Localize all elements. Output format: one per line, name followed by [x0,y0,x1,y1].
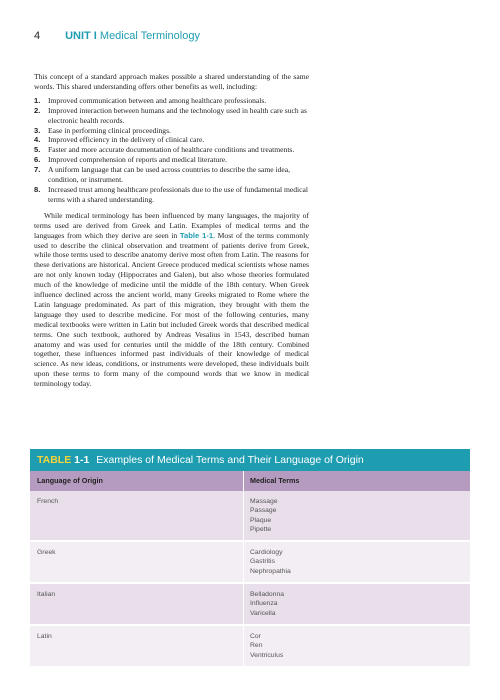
benefit-number: 4. [34,135,41,145]
terms-cell [244,542,470,582]
benefit-number: 6. [34,155,41,165]
benefit-text: A uniform language that can be used across countries to describe the same idea, condition, or instrument. [48,165,291,185]
unit-label: UNIT I [65,30,97,42]
medical-term: Cor [250,632,261,640]
medical-term: Ren [250,642,263,650]
benefit-item [34,145,309,155]
benefit-text: Ease in performing clinical proceedings. [48,125,171,135]
origin-text-start: While medical terminology has been influenced by many languages, the majority of terms used are derived from Greek and Latin. Examples of medical terms and the languages from which they derive are seen in [34,210,309,240]
benefit-number: 1. [34,95,41,105]
table-title-bar [30,449,470,471]
language-cell: Greek [30,542,244,582]
table-number: 1-1 [74,454,90,466]
benefit-item [34,165,309,185]
origin-text-end: . Most of the terms commonly used to describe the clinical observation and treatment of patients derive from Greek, while those terms used to describe anatomy derive most often from Latin. The reasons for these derivations are historical. Ancient Greece produced medical scientists whose names are not only known today (Hippocrates and Galen), but also whose theories formulated much of the knowledge of medicine until the middle of the 18th century. When Greek influence declined across the ancient world, many Greeks migrated to Rome where the Latin language predominated. As part of this migration, they brought with them the language they used to describe medicine. For most of the following centuries, many medical textbooks were written in Latin but included Greek words that described medical terms. One such textbook, authored by Andreas Vesalius in 1543, described human anatomy and was used for centuries until the middle of the 18th century. Combined together, these influences informed past individuals of their knowledge of medical science. As new ideas, conditions, or instruments were developed, these individuals built upon these terms to form many of the compound words that we know in medical terminology today. [34,230,309,389]
medical-term: Belladonna [250,591,285,599]
benefit-item [34,126,309,136]
origin-paragraph [34,211,309,389]
medical-term: Influenza [250,600,278,608]
terms-cell [244,584,470,624]
benefit-number: 5. [34,145,41,155]
benefits-list [34,96,309,205]
medical-term: Varicella [250,609,276,617]
language-cell: French [30,491,244,540]
medical-term: Gastritis [250,558,275,566]
table-label: TABLE [37,454,72,466]
benefit-item [34,155,309,165]
intro-paragraph: This concept of a standard approach makes possible a shared understanding of the same words. This shared understanding offers other benefits as well, including: [34,72,309,91]
column-header-terms: Medical Terms [250,476,300,485]
page-header [34,30,200,42]
benefit-text: Increased trust among healthcare professionals due to the use of fundamental medical terms with a shared understanding. [48,184,308,204]
benefit-text: Improved interaction between humans and the technology used in health care such as electronic health records. [48,105,307,125]
medical-term: Nephropathia [250,567,291,575]
benefit-text: Improved comprehension of reports and medical literature. [48,155,228,165]
benefit-number: 2. [34,105,41,115]
benefit-item [34,96,309,106]
benefit-text: Faster and more accurate documentation of healthcare conditions and treatments. [48,145,295,155]
table-header-row [30,471,470,491]
language-cell: Latin [30,626,244,666]
terms-cell [244,491,470,540]
benefit-item [34,135,309,145]
table-row [30,542,470,584]
table-row [30,491,470,542]
body-text [34,72,309,389]
benefit-text: Improved communication between and among healthcare professionals. [48,95,267,105]
table-reference-link[interactable]: Table 1-1 [179,230,214,240]
medical-term: Cardiology [250,549,283,557]
medical-term: Plaque [250,516,272,524]
unit-title: Medical Terminology [99,30,200,42]
benefit-number: 3. [34,125,41,135]
table-row [30,626,470,668]
medical-term: Massage [250,498,278,505]
table-1-1 [30,449,470,679]
benefit-item [34,185,309,205]
table-body [30,491,470,668]
medical-term: Ventriculus [250,651,284,659]
page-number: 4 [34,30,41,42]
table-row [30,584,470,626]
benefit-number: 8. [34,184,41,194]
benefit-number: 7. [34,165,41,175]
table-title: Examples of Medical Terms and Their Language of Origin [96,454,364,466]
medical-term: Passage [250,507,277,515]
benefit-text: Improved efficiency in the delivery of clinical care. [48,135,205,145]
terms-cell [244,626,470,666]
benefit-item [34,106,309,126]
medical-term: Pipette [250,525,272,533]
column-header-language: Language of Origin [30,471,244,491]
language-cell: Italian [30,584,244,624]
